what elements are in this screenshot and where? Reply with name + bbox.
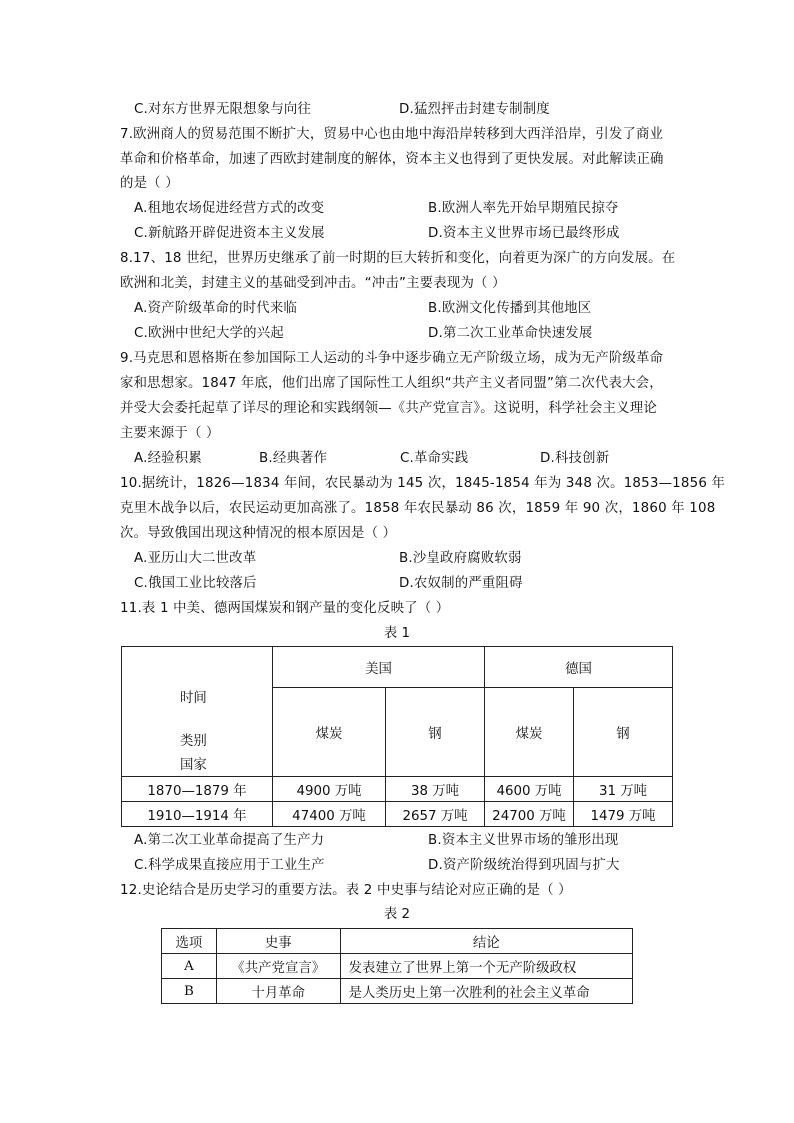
table2-cell-option: A [162, 954, 217, 979]
q8-stem-line1: 8.17、18 世纪，世界历史继承了前一时期的巨大转折和变化，向着更为深广的方向发展。在 [120, 251, 676, 266]
q7-option-b: B.欧洲人率先开始早期殖民掠夺 [428, 201, 619, 216]
q8-option-d: D.第二次工业革命快速发展 [428, 326, 593, 341]
table1-header-de-steel: 钢 [574, 688, 673, 777]
table1-cell-de-steel: 1479 万吨 [574, 802, 673, 827]
q9-stem-line4: 主要来源于（ ） [120, 426, 220, 441]
q7-stem-line2: 革命和价格革命，加速了西欧封建制度的解体，资本主义也得到了更快发展。对此解读正确 [120, 152, 664, 167]
table1-cell-usa-steel: 2657 万吨 [386, 802, 485, 827]
table2-row [162, 954, 633, 979]
table1-header-usa-coal: 煤炭 [273, 688, 386, 777]
table1-cell-de-steel: 31 万吨 [574, 777, 673, 802]
q8-stem-line2: 欧洲和北美，封建主义的基础受到冲击。“冲击”主要表现为（ ） [120, 276, 506, 291]
q10-option-a: A.亚历山大二世改革 [134, 551, 257, 566]
q11-option-d: D.资产阶级统治得到巩固与扩大 [428, 858, 620, 873]
q10-option-c: C.俄国工业比较落后 [134, 576, 257, 591]
table2-cell-event: 十月革命 [216, 979, 340, 1004]
q6-option-c: C.对东方世界无限想象与向往 [134, 102, 312, 117]
q7-option-a: A.租地农场促进经营方式的改变 [134, 201, 325, 216]
q10-stem-line3: 次。导致俄国出现这种情况的根本原因是（ ） [120, 526, 397, 541]
q8-option-a: A.资产阶级革命的时代来临 [134, 301, 298, 316]
table1-cell-period: 1910—1914 年 [122, 802, 273, 827]
table2-row [162, 979, 633, 1004]
q9-option-c: C.革命实践 [400, 451, 469, 466]
table1-header-kind: 类别 [180, 734, 207, 749]
table2-header-event: 史事 [216, 929, 340, 954]
q9-option-a: A.经验积累 [134, 451, 202, 466]
q8-option-b: B.欧洲文化传播到其他地区 [428, 301, 592, 316]
q7-stem-line3: 的是（ ） [120, 176, 179, 191]
table2-header-row [162, 929, 633, 954]
q8-option-c: C.欧洲中世纪大学的兴起 [134, 326, 284, 341]
table1-header-de-coal: 煤炭 [485, 688, 574, 777]
table2-header-conclusion: 结论 [340, 929, 632, 954]
q7-option-d: D.资本主义世界市场已最终形成 [428, 226, 620, 241]
table1-header-germany: 德国 [485, 647, 673, 688]
table1 [121, 646, 673, 827]
q7-option-c: C.新航路开辟促进资本主义发展 [134, 226, 325, 241]
table1-cell-usa-coal: 47400 万吨 [273, 802, 386, 827]
table1-cell-de-coal: 4600 万吨 [485, 777, 574, 802]
q10-option-b: B.沙皇政府腐败软弱 [399, 551, 522, 566]
q11-option-a: A.第二次工业革命提高了生产力 [134, 833, 325, 848]
table1-header-corner [122, 647, 273, 777]
table2-header-option: 选项 [162, 929, 217, 954]
table1-header-time: 时间 [180, 691, 207, 706]
table1-header-usa-steel: 钢 [386, 688, 485, 777]
q7-stem-line1: 7.欧洲商人的贸易范围不断扩大，贸易中心也由地中海沿岸转移到大西洋沿岸，引发了商业 [120, 127, 664, 142]
q11-option-c: C.科学成果直接应用于工业生产 [134, 858, 325, 873]
q9-stem-line2: 家和思想家。1847 年底，他们出席了国际性工人组织“共产主义者同盟”第二次代表大会， [120, 376, 663, 391]
table1-row [122, 802, 673, 827]
table1-row [122, 777, 673, 802]
table2-cell-option: B [162, 979, 217, 1004]
table1-cell-usa-coal: 4900 万吨 [273, 777, 386, 802]
table1-cell-de-coal: 24700 万吨 [485, 802, 574, 827]
q11-stem: 11.表 1 中美、德两国煤炭和钢产量的变化反映了（ ） [120, 601, 450, 616]
q9-stem-line3: 并受大会委托起草了详尽的理论和实践纲领—《共产党宣言》。这说明，科学社会主义理论 [120, 401, 657, 416]
q12-stem: 12.史论结合是历史学习的重要方法。表 2 中史事与结论对应正确的是（ ） [120, 883, 572, 898]
q9-stem-line1: 9.马克思和恩格斯在参加国际工人运动的斗争中逐步确立无产阶级立场，成为无产阶级革命 [120, 351, 664, 366]
table2 [161, 928, 633, 1004]
q10-stem-line2: 克里木战争以后，农民运动更加高涨了。1858 年农民暴动 86 次，1859 年 90 次，1860 年 108 [120, 501, 716, 516]
table1-caption: 表 1 [383, 626, 411, 641]
q9-option-d: D.科技创新 [540, 451, 610, 466]
table2-cell-event: 《共产党宣言》 [216, 954, 340, 979]
q10-option-d: D.农奴制的严重阻碍 [399, 576, 523, 591]
table2-cell-conclusion: 发表建立了世界上第一个无产阶级政权 [340, 954, 632, 979]
table2-cell-conclusion: 是人类历史上第一次胜利的社会主义革命 [340, 979, 632, 1004]
table1-cell-usa-steel: 38 万吨 [386, 777, 485, 802]
q10-stem-line1: 10.据统计，1826—1834 年间，农民暴动为 145 次，1845-1854 年为 348 次。1853—1856 年 [120, 476, 726, 491]
table1-cell-period: 1870—1879 年 [122, 777, 273, 802]
table2-caption: 表 2 [383, 907, 411, 922]
q11-option-b: B.资本主义世界市场的雏形出现 [428, 833, 619, 848]
table1-header-country: 国家 [180, 758, 207, 773]
q6-option-d: D.猛烈抨击封建专制制度 [399, 102, 550, 117]
table1-header-usa: 美国 [273, 647, 485, 688]
q9-option-b: B.经典著作 [259, 451, 328, 466]
